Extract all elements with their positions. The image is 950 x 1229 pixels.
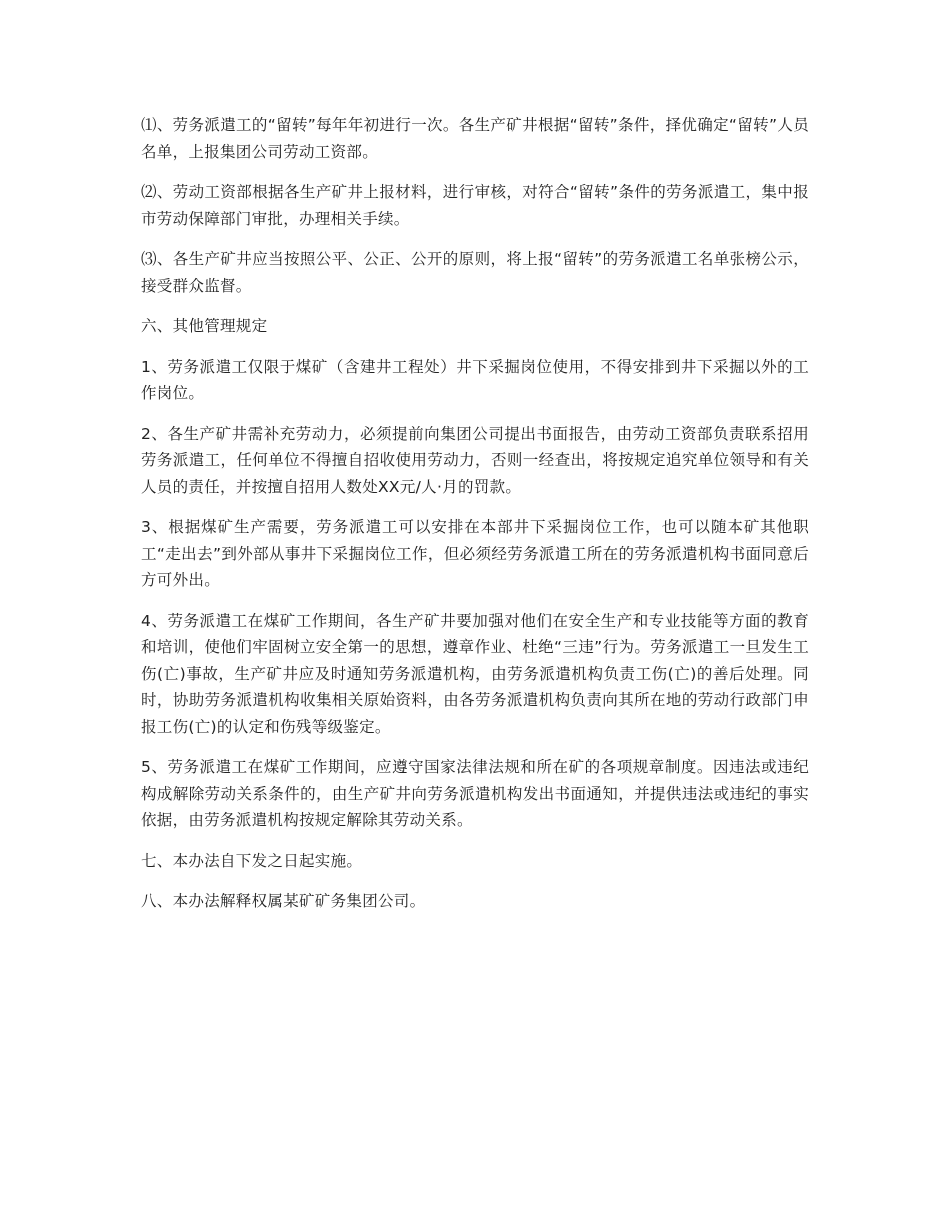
paragraph-retention-publicity: ⑶、各生产矿井应当按照公平、公正、公开的原则，将上报“留转”的劳务派遣工名单张榜公示，接受群众监督。: [141, 250, 809, 295]
section-heading-other-rules: 六、其他管理规定: [141, 317, 268, 335]
paragraph-rule-4: 4、劳务派遣工在煤矿工作期间，各生产矿井要加强对他们在安全生产和专业技能等方面的教育和培训，使他们牢固树立安全第一的思想，遵章作业、杜绝“三违”行为。劳务派遣工一旦发生工伤(亡)事故，生产矿井应及时通知劳务派遣机构，由劳务派遣机构负责工伤(亡)的善后处理。同时，协助劳务派遣机构收集相关原始资料，由各劳务派遣机构负责向其所在地的劳动行政部门申报工伤(亡)的认定和伤残等级鉴定。: [141, 611, 809, 736]
section-heading-effective-date: 七、本办法自下发之日起实施。: [141, 851, 363, 870]
paragraph-rule-5: 5、劳务派遣工在煤矿工作期间，应遵守国家法律法规和所在矿的各项规章制度。因违法或违纪构成解除劳动关系条件的，由生产矿井向劳务派遣机构发出书面通知，并提供违法或违纪的事实依据，由劳务派遣机构按规定解除其劳动关系。: [141, 758, 809, 829]
paragraph-rule-3: 3、根据煤矿生产需要，劳务派遣工可以安排在本部井下采掘岗位工作，也可以随本矿其他职工“走出去”到外部从事井下采掘岗位工作，但必须经劳务派遣工所在的劳务派遣机构书面同意后方可外出。: [141, 518, 809, 589]
paragraph-retention-review: ⑵、劳动工资部根据各生产矿井上报材料，进行审核，对符合“留转”条件的劳务派遣工，集中报市劳动保障部门审批，办理相关手续。: [141, 183, 809, 228]
document-page: [141, 112, 809, 929]
paragraph-rule-2: 2、各生产矿井需补充劳动力，必须提前向集团公司提出书面报告，由劳动工资部负责联系招用劳务派遣工，任何单位不得擅自招收使用劳动力，否则一经查出，将按规定追究单位领导和有关人员的责任，并按擅自招用人数处XX元/人·月的罚款。: [141, 424, 809, 496]
paragraph-rule-1: 1、劳务派遣工仅限于煤矿（含建井工程处）井下采掘岗位使用，不得安排到井下采掘以外的工作岗位。: [141, 357, 809, 402]
section-heading-interpretation: 八、本办法解释权属某矿矿务集团公司。: [141, 892, 426, 910]
paragraph-retention-timing: ⑴、劳务派遣工的“留转”每年年初进行一次。各生产矿井根据“留转”条件，择优确定“留转”人员名单，上报集团公司劳动工资部。: [141, 116, 809, 161]
